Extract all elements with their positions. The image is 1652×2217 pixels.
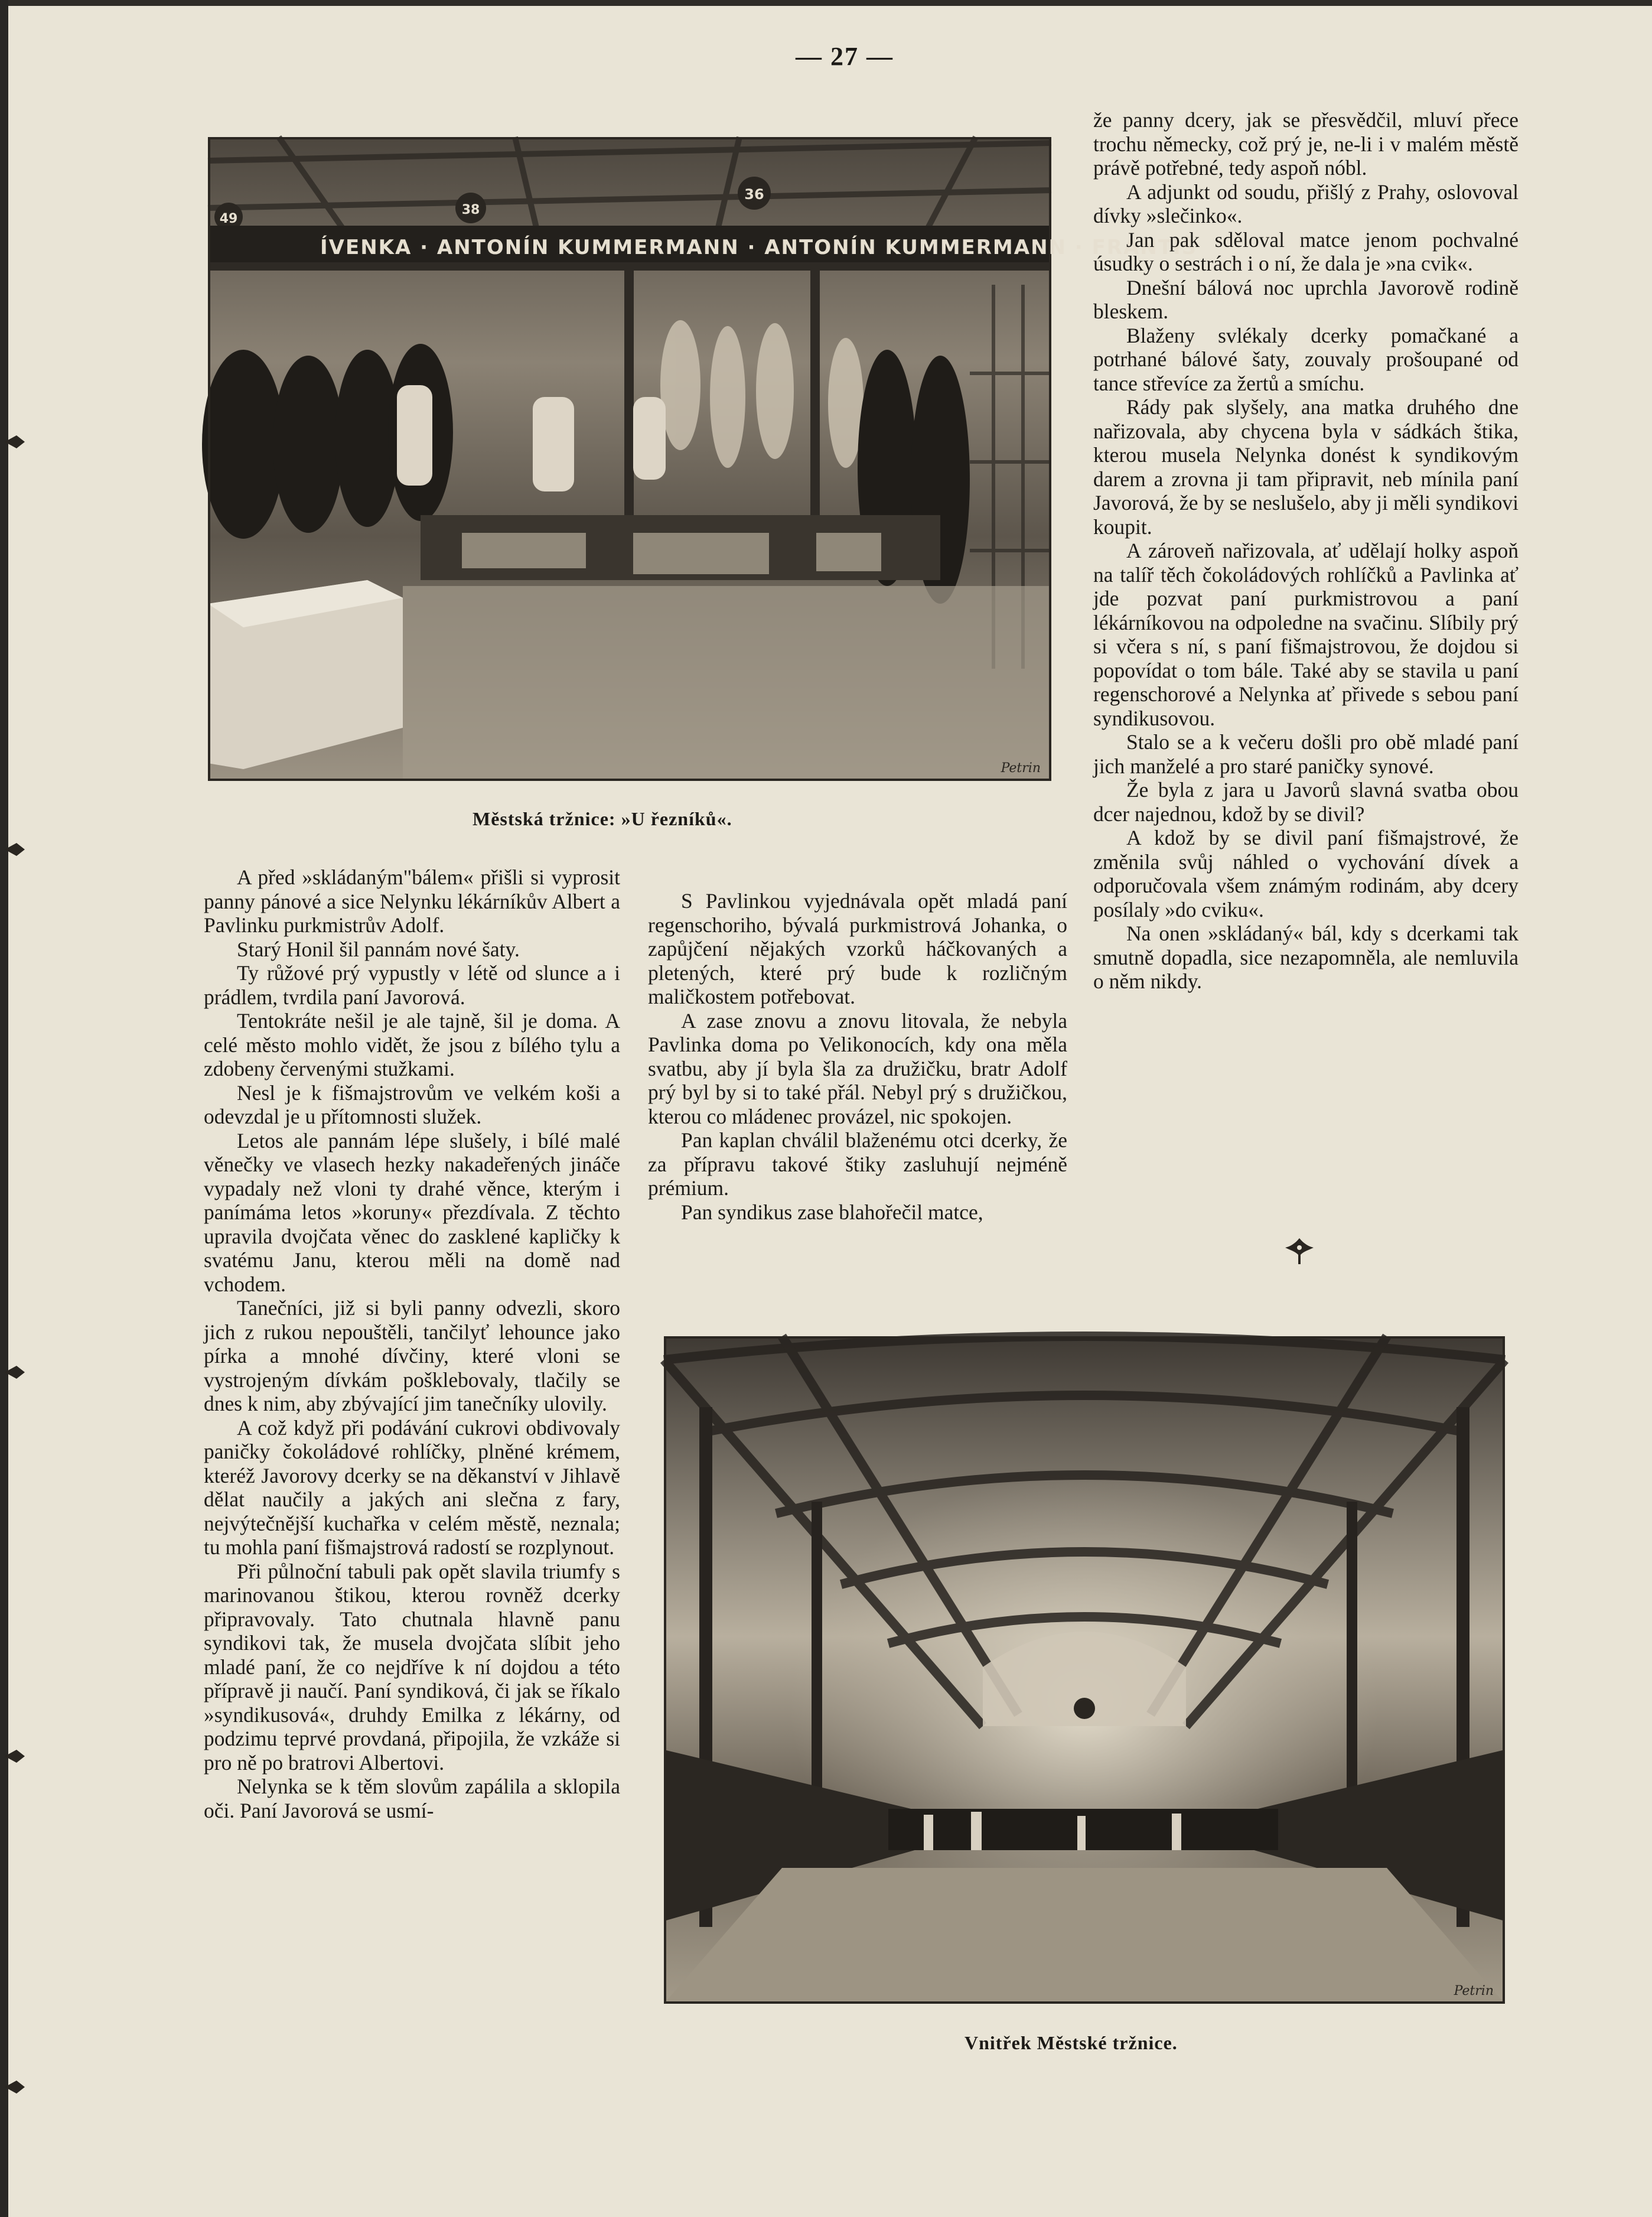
- col3-paragraph-3: Jan pak sděloval matce jenom pochvalné úsudky o sestrách i o ní, že dala je »na cvik«.: [1093, 227, 1519, 275]
- binding-mark-icon: [5, 2079, 25, 2095]
- page-top-edge: [0, 0, 1652, 6]
- binding-mark-icon: [5, 1749, 25, 1764]
- col3-paragraph-5: Blaženy svlékaly dcerky pomačkané a potrhané bálové šaty, zouvaly prošoupané od tance střevíce za žertů a smíchu.: [1093, 323, 1519, 395]
- col3-paragraph-6: Rády pak slyšely, ana matka druhého dne nařizovala, aby chycena byla v sádkách štika, kterou musela Nelynka donést k syndikovým darem a zrovna ji tam připravit, neb mínila paní Javorová, že by se neslušelo, aby ji měli syndikovi koupit.: [1093, 395, 1519, 539]
- col1-paragraph-9: Při půlnoční tabuli pak opět slavila triumfy s marinovanou štikou, kterou rovněž dcerky připravovaly. Tato chutnala hlavně panu syndikovi tak, že musela dvojčata slíbit jeho mladé paní, že co nejdříve k ní dojdou a této přípravě ji naučí. Paní syndiková, či jak se říkalo »syndikusová«, druhdy Emilka z lékárny, od podzimu teprvé provdaná, připojila, že vzkáže si pro ně po bratrovi Albertovi.: [204, 1559, 620, 1775]
- col1-paragraph-5: Nesl je k fišmajstrovům ve velkém koši a odevzdal je u přítomnosti služek.: [204, 1080, 620, 1128]
- hall-photo-signature: Petrin: [1454, 1984, 1494, 1998]
- col3-paragraph-11: Na onen »skládaný« bál, kdy s dcerkami tak smutně dopadla, sice nezapomněla, ale nemluvila o něm nikdy.: [1093, 922, 1519, 993]
- fleuron-ornament-icon: [1282, 1233, 1317, 1269]
- text-column-left: [204, 865, 620, 1822]
- col3-paragraph-7: A zároveň nařizovala, ať udělají holky aspoň na talíř těch čokoládových rohlíčků a Pavlinka ať jde pozvat paní purkmistrovou a paní lékárníkovou na odpoledne na svačinu. Slíbily prý si včera s ní, s paní fišmajstrovou, že dojdou si popovídat o tom bále. Také aby se stavila u paní regenschorové a Nelynka ať přivede s sebou paní syndikusovou.: [1093, 539, 1519, 730]
- col1-paragraph-1: A před »skládaným"bálem« přišli si vyprosit panny pánové a sice Nelynku lékárníkův Albert a Pavlinku purkmistrův Adolf.: [204, 865, 620, 937]
- text-column-right: [1093, 108, 1519, 994]
- binding-mark-icon: [5, 434, 25, 450]
- col1-paragraph-8: A což když při podávání cukrovi obdivovaly paničky čokoládové rohlíčky, plněné krémem, kteréž Javorovy dcerky se na děkanství v Jihlavě dělat naučily a jakých ani slečna z fary, nejvýtečnější kuchařka v celém městě, neznala; tu mohla paní fišmajstrová radostí se rozplynout.: [204, 1415, 620, 1559]
- col3-paragraph-9: Že byla z jara u Javorů slavná svatba obou dcer najednou, kdož by se divil?: [1093, 778, 1519, 826]
- binding-mark-icon: [5, 842, 25, 857]
- col2-paragraph-2: A zase znovu a znovu litovala, že nebyla Pavlinka doma po Velikonocích, kdy ona měla svatbu, aby jí byla šla za družičku, bratr Adolf prý byl by si to také přál. Nebyl prý s družičkou, kterou co mládenec provázel, nic spokojen.: [648, 1008, 1067, 1128]
- butchers-stall-sign: ÍVENKA · ANTONÍN KUMMERMANN · ANTONÍN KUMMERMANN · FRANTIŠ: [320, 236, 1198, 259]
- butchers-photo-signature: Petrin: [1001, 761, 1041, 776]
- col3-paragraph-2: A adjunkt od soudu, přišlý z Prahy, oslovoval dívky »slečinko«.: [1093, 180, 1519, 227]
- butchers-photo-illustration: [208, 137, 1198, 781]
- col1-paragraph-2: Starý Honil šil pannám nové šaty.: [237, 937, 520, 961]
- text-column-middle: [648, 889, 1067, 1224]
- stall-number-49: 49: [219, 211, 238, 226]
- col3-paragraph-4: Dnešní bálová noc uprchla Javorově rodině bleskem.: [1093, 275, 1519, 323]
- photo-market-hall-interior: [664, 1336, 1505, 2004]
- col1-paragraph-3: Ty růžové prý vypustly v létě od slunce a i prádlem, tvrdila paní Javorová.: [204, 961, 620, 1009]
- col1-paragraph-4: Tentokráte nešil je ale tajně, šil je doma. A celé město mohlo vidět, že jsou z bílého tylu a zdobeny červenými stužkami.: [204, 1009, 620, 1080]
- col2-paragraph-1: S Pavlinkou vyjednávala opět mladá paní regenschoriho, bývalá purkmistrová Johanka, o zapůjčení nějakých vzorků háčkovaných a pletených, které prý bude k rozličným maličkostem potřebovat.: [648, 889, 1067, 1008]
- caption-hall-photo: Vnitřek Městské tržnice.: [965, 2032, 1178, 2053]
- col3-paragraph-8: Stalo se a k večeru došli pro obě mladé paní jich manželé a pro staré paničky synové.: [1093, 730, 1519, 778]
- col1-paragraph-7: Tanečníci, již si byli panny odvezli, skoro jich z rukou nepouštěli, tančilyť lehounce jako pírka a mnohé dívčiny, které vloni se vystrojeným dívkám pošklebovaly, tlačily se dnes k nim, aby zbývající jim tanečníky ulovily.: [204, 1296, 620, 1415]
- page-left-edge: [0, 0, 8, 2217]
- col2-paragraph-4: Pan syndikus zase blahořečil matce,: [681, 1200, 983, 1224]
- col2-paragraph-3: Pan kaplan chválil blaženému otci dcerky, že za přípravu takové štiky zasluhují nejméně prémium.: [648, 1128, 1067, 1200]
- col3-paragraph-10: A kdož by se divil paní fišmajstrové, že změnila svůj náhled o vychování dívek a odporučovala všem známým rodinám, aby dcery posílaly »do cviku«.: [1093, 826, 1519, 922]
- page-number: — 27 —: [796, 42, 894, 71]
- binding-mark-icon: [5, 1365, 25, 1380]
- photo-butchers-stalls: [208, 137, 1198, 781]
- caption-butchers-photo: Městská tržnice: »U řezníků«.: [473, 808, 732, 829]
- stall-number-36: 36: [744, 186, 764, 203]
- col1-paragraph-6: Letos ale pannám lépe slušely, i bílé malé věnečky ve vlasech hezky nakadeřených jináče vypadaly než vloni ty drahé věnce, kterým i panímáma letos »koruny« přezdívala. Z těchto upravila dvojčata věnec do zasklené kapličky k svatému Janu, kterou měli na domě nad vchodem.: [204, 1128, 620, 1296]
- hall-photo-illustration: [664, 1336, 1505, 2004]
- col3-paragraph-1: že panny dcery, jak se přesvědčil, mluví přece trochu německy, což prý je, ne-li i v malém městě právě potřebné, tedy aspoň nóbl.: [1093, 108, 1519, 180]
- col1-paragraph-10: Nelynka se k těm slovům zapálila a sklopila oči. Paní Javorová se usmí-: [204, 1775, 620, 1822]
- stall-number-38: 38: [461, 203, 480, 217]
